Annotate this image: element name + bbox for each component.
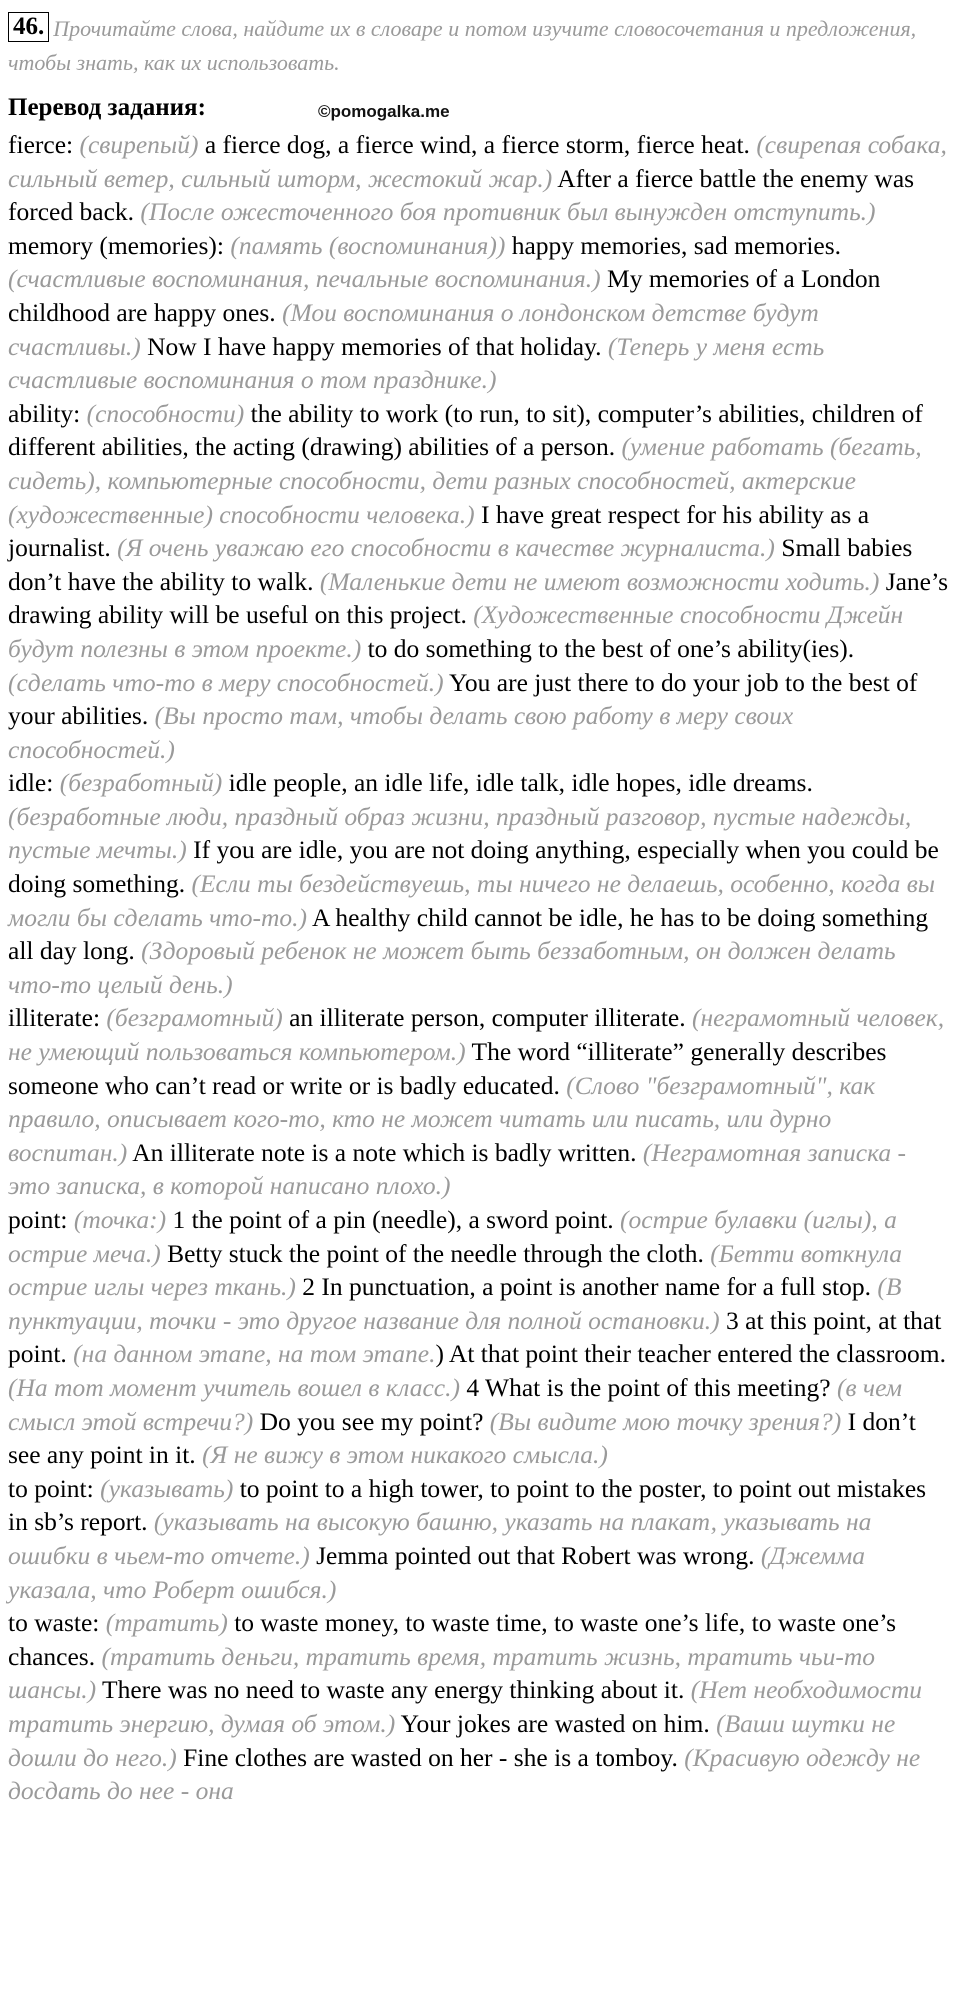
english-text: Small babies don’t have the ability to walk. <box>8 533 913 596</box>
russian-translation: (безработные люди, праздный образ жизни, праздный разговор, пустые надежды, пустые мечты.) <box>8 801 912 865</box>
russian-translation: (Нет необходимости тратить энергию, думая об этом.) <box>8 1675 923 1738</box>
english-text: Fine clothes are wasted on her - she is a tomboy. <box>176 1742 685 1772</box>
russian-translation: (память (воспоминания)) <box>230 230 506 260</box>
russian-translation: (Я не вижу в этом никакого смысла.) <box>202 1440 608 1470</box>
russian-translation: (Маленькие дети не имеют возможности ходить.) <box>319 566 880 596</box>
english-text: 4 What is the point of this meeting? <box>459 1372 837 1402</box>
english-text: ) At that point their teacher entered the classroom. <box>435 1339 946 1369</box>
russian-translation: (Теперь у меня есть счастливые воспоминания о том празднике.) <box>8 331 825 395</box>
english-text: My memories of a London childhood are happy ones. <box>8 264 881 327</box>
russian-translation: (тратить) <box>105 1608 228 1638</box>
english-text: point: <box>8 1205 74 1234</box>
english-text: idle people, an idle life, idle talk, idle hopes, idle dreams. <box>222 768 813 798</box>
russian-translation: (безграмотный) <box>106 1003 283 1033</box>
russian-translation: (Я очень уважаю его способности в качестве журналиста.) <box>117 533 775 563</box>
russian-translation: (указывать) <box>100 1473 234 1503</box>
vocabulary-entry <box>8 1203 952 1472</box>
english-text: There was no need to waste any energy thinking about it. <box>96 1675 691 1705</box>
russian-translation: (Если ты бездействуешь, ты ничего не делаешь, особенно, когда вы могли бы сделать что-то.) <box>8 869 936 932</box>
english-text: to do something to the best of one’s ability(ies). <box>361 633 855 663</box>
english-text: an illiterate person, computer illiterate. <box>282 1003 692 1033</box>
english-text: the ability to work (to run, to sit), computer’s abilities, children of different abilities, the acting (drawing) abilities of a person. <box>8 398 923 462</box>
russian-translation: (счастливые воспоминания, печальные воспоминания.) <box>8 264 601 294</box>
english-text: Do you see my point? <box>253 1406 490 1436</box>
english-text: 1 the point of a pin (needle), a sword point. <box>166 1205 621 1234</box>
russian-translation: (неграмотный человек, не умеющий пользоваться компьютером.) <box>8 1003 945 1067</box>
russian-translation: (безработный) <box>59 768 223 798</box>
russian-translation: (Художественные способности Джейн будут полезны в этом проекте.) <box>8 600 904 663</box>
russian-translation: (Джемма указала, что Роберт ошибся.) <box>8 1540 865 1604</box>
russian-translation: (острие булавки (иглы), а острие меча.) <box>8 1205 897 1268</box>
russian-translation: (точка:) <box>73 1205 167 1234</box>
vocabulary-entry <box>8 1001 952 1203</box>
russian-translation: (Вы видите мою точку зрения?) <box>489 1406 842 1436</box>
english-text: Jemma pointed out that Robert was wrong. <box>309 1540 761 1570</box>
english-text: fierce: <box>8 130 80 159</box>
english-text: happy memories, sad memories. <box>505 230 842 260</box>
english-text: The word “illiterate” generally describes someone who can’t read or write or is badly educated. <box>8 1037 887 1100</box>
english-text: After a fierce battle the enemy was forced back. <box>8 163 915 227</box>
russian-translation: (Бетти воткнула острие иглы через ткань.) <box>8 1238 903 1302</box>
vocabulary-entry <box>8 1606 952 1808</box>
exercise-number: 46. <box>8 12 49 42</box>
russian-translation: (на данном этапе, на том этапе. <box>73 1339 436 1369</box>
russian-translation: (способности) <box>86 398 245 428</box>
russian-translation: (Красивую одежду не досдать до нее - она <box>8 1742 921 1806</box>
watermark: ©pomogalka.me <box>318 102 450 121</box>
english-text: idle: <box>8 768 60 798</box>
english-text: An illiterate note is a note which is badly written. <box>127 1137 643 1167</box>
vocabulary-entry <box>8 397 952 767</box>
english-text: ability: <box>8 398 87 428</box>
russian-translation: (тратить деньги, тратить время, тратить жизнь, тратить чьи-то шансы.) <box>8 1641 876 1705</box>
vocabulary-entry <box>8 128 952 229</box>
english-text: a fierce dog, a fierce wind, a fierce storm, fierce heat. <box>198 130 757 159</box>
english-text: You are just there to do your job to the best of your abilities. <box>8 667 918 731</box>
english-text: to point to a high tower, to point to the poster, to point out mistakes in sb’s report. <box>8 1473 927 1537</box>
task-instruction: Прочитайте слова, найдите их в словаре и потом изучите словосочетания и предложения, чтобы знать, как их использовать. <box>8 16 917 75</box>
russian-translation: (Неграмотная записка - это записка, в которой написано плохо.) <box>8 1137 907 1201</box>
russian-translation: (Мои воспоминания о лондонском детстве будут счастливы.) <box>8 297 819 361</box>
subheading-row <box>8 88 952 128</box>
english-text: Betty stuck the point of the needle through the cloth. <box>160 1238 711 1268</box>
vocabulary-entry <box>8 766 952 1001</box>
english-text: Now I have happy memories of that holiday. <box>140 331 608 361</box>
russian-translation: (в чем смысл этой встречи?) <box>8 1372 903 1436</box>
english-text: Jane’s drawing ability will be useful on this project. <box>8 566 949 630</box>
russian-translation: (свирепая собака, сильный ветер, сильный шторм, жестокий жар.) <box>8 130 947 193</box>
russian-translation: (После ожесточенного боя противник был вынужден отступить.) <box>140 197 876 227</box>
vocabulary-entry <box>8 1472 952 1606</box>
russian-translation: (Ваши шутки не дошли до него.) <box>8 1708 896 1772</box>
exercise-header <box>8 12 952 80</box>
russian-translation: (На тот момент учитель вошел в класс.) <box>8 1372 460 1402</box>
russian-translation: (Слово "безграмотный", как правило, описывает кого-то, кто не может читать или писать, или дурно воспитан.) <box>8 1070 876 1167</box>
english-text: to point: <box>8 1473 101 1503</box>
english-text: to waste: <box>8 1608 106 1638</box>
russian-translation: (указывать на высокую башню, указать на плакат, указывать на ошибки в чьем-то отчете.) <box>8 1507 872 1570</box>
russian-translation: (умение работать (бегать, сидеть), компьютерные способности, дети разных способностей, актерские (художественные) способности человека.) <box>8 432 922 529</box>
english-text: to waste money, to waste time, to waste one’s life, to waste one’s chances. <box>8 1608 897 1671</box>
english-text: illiterate: <box>8 1003 107 1033</box>
russian-translation: (В пунктуации, точки - это другое название для полной остановки.) <box>8 1272 902 1335</box>
english-text: I don’t see any point in it. <box>8 1406 916 1470</box>
english-text: I have great respect for his ability as a journalist. <box>8 499 870 563</box>
russian-translation: (свирепый) <box>79 130 199 159</box>
english-text: 2 In punctuation, a point is another name for a full stop. <box>295 1272 878 1302</box>
english-text: A healthy child cannot be idle, he has to be doing something all day long. <box>8 902 929 966</box>
subheading: Перевод задания: <box>8 94 206 121</box>
english-text: memory (memories): <box>8 230 231 260</box>
english-text: If you are idle, you are not doing anything, especially when you could be doing something. <box>8 835 939 899</box>
vocabulary-entries <box>8 128 952 1808</box>
english-text: 3 at this point, at that point. <box>8 1305 942 1369</box>
russian-translation: (Здоровый ребенок не может быть беззаботным, он должен делать что-то целый день.) <box>8 936 896 999</box>
vocabulary-entry <box>8 229 952 397</box>
english-text: Your jokes are wasted on him. <box>395 1708 717 1738</box>
russian-translation: (сделать что-то в меру способностей.) <box>8 667 444 697</box>
russian-translation: (Вы просто там, чтобы делать свою работу в меру своих способностей.) <box>8 701 794 764</box>
